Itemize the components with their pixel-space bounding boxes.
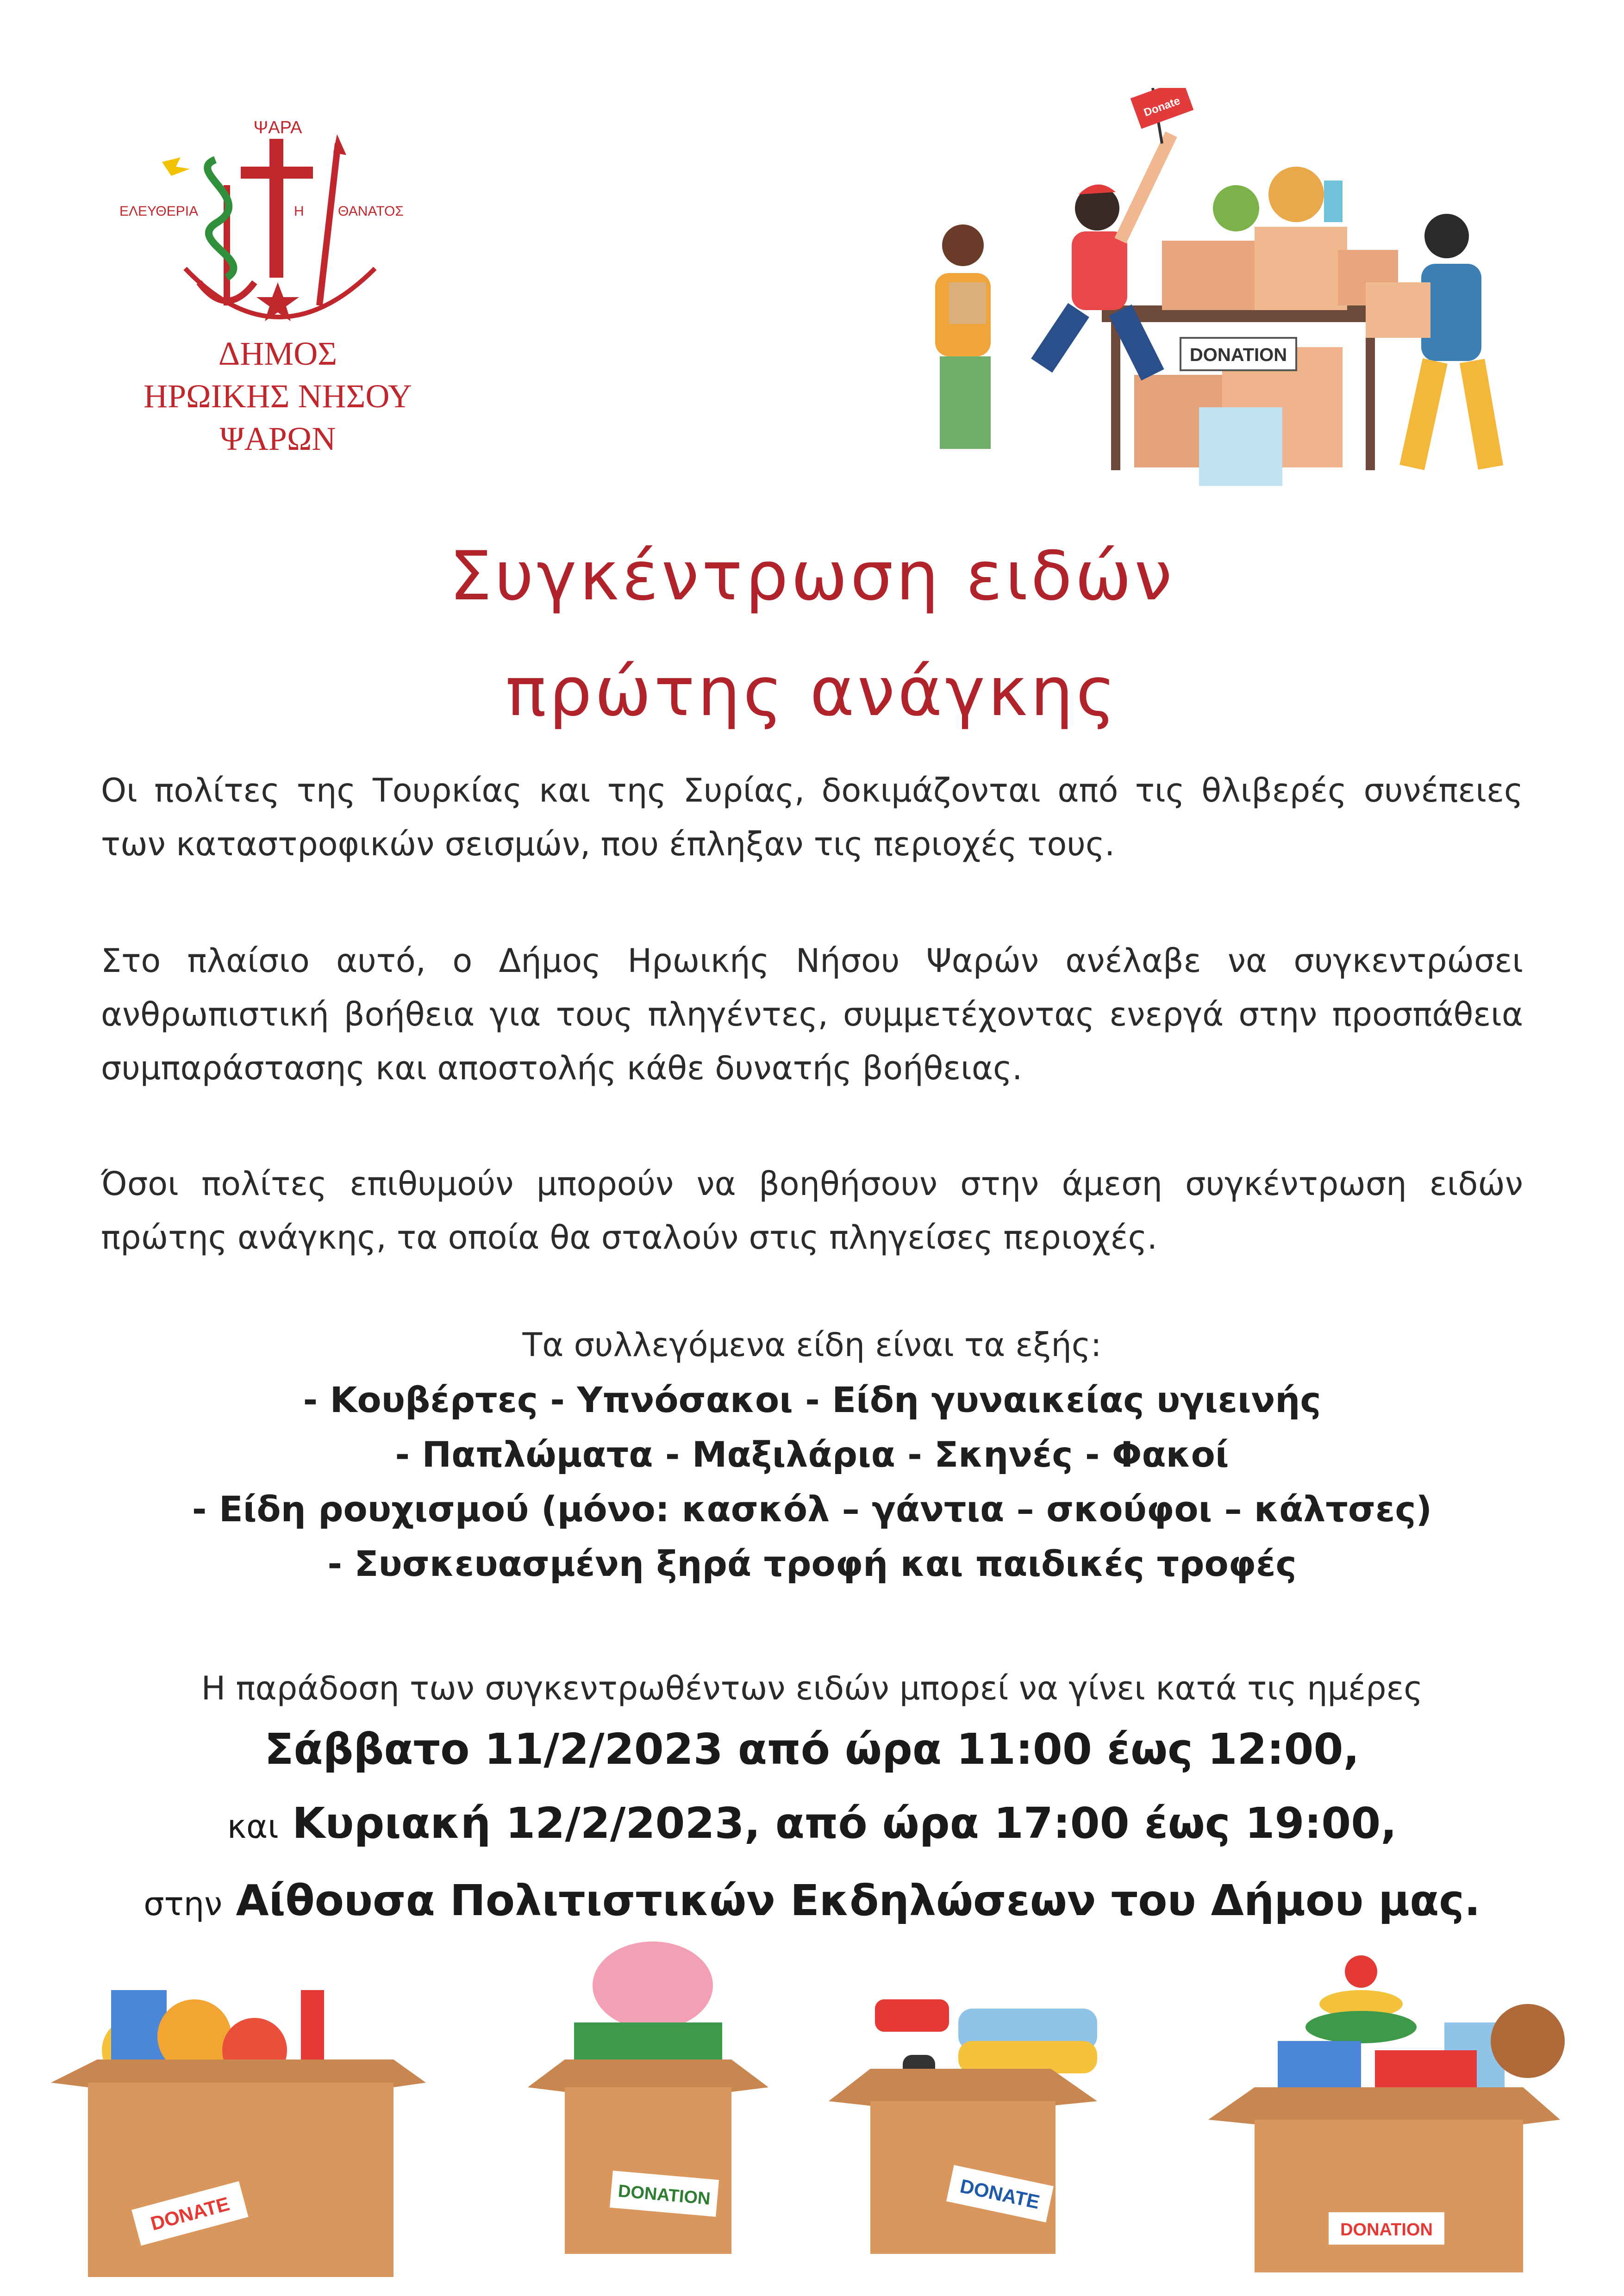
donation-box-toys	[1208, 1955, 1565, 2272]
schedule-sunday-line	[101, 1786, 1523, 1864]
context-paragraph: Στο πλαίσιο αυτό, ο Δήμος Ηρωικής Νήσου Ψαρών ανέλαβε να συγκεντρώσει ανθρωπιστική βοήθεια για τους πληγέντες, συμμετέχοντας ενεργά στην προσπάθεια συμπαράστασης και αποστολής κάθε δυνατής βοήθειας.	[101, 942, 1523, 1087]
logo-right-text: ΘΑΝΑΤΟΣ	[338, 204, 404, 219]
items-list	[101, 1373, 1523, 1591]
municipality-logo	[116, 106, 440, 477]
flag-donate-label: Donate	[1142, 94, 1182, 119]
intro-paragraph: Οι πολίτες της Τουρκίας και της Συρίας, δοκιμάζονται από τις θλιβερές συνέπειες των καταστροφικών σεισμών, που έπληξαν τις περιοχές τους.	[101, 772, 1523, 863]
donation-box-groceries	[51, 1990, 426, 2277]
schedule-venue: Αίθουσα Πολιτιστικών Εκδηλώσεων του Δήμου μας.	[236, 1876, 1480, 1925]
box-label: DONATION	[1340, 2220, 1433, 2240]
municipality-name-line: ΗΡΩΙΚΗΣ ΝΗΣΟΥ	[144, 378, 412, 415]
delivery-schedule	[101, 1712, 1523, 1941]
items-intro: Τα συλλεγόμενα είδη είναι τα εξής:	[522, 1326, 1102, 1364]
municipality-name	[116, 332, 440, 460]
municipality-name-line: ΔΗΜΟΣ	[218, 335, 337, 372]
donation-box-clothes	[829, 1999, 1097, 2254]
schedule-conjunction: και	[227, 1808, 279, 1846]
page-title	[139, 518, 1485, 750]
box-label: DONATION	[617, 2181, 712, 2209]
schedule-venue-prefix: στην	[144, 1885, 223, 1923]
box-label: DONATE	[958, 2175, 1042, 2213]
box-label: DONATE	[148, 2192, 232, 2235]
call-to-action-paragraph: Όσοι πολίτες επιθυμούν μπορούν να βοηθήσουν στην άμεση συγκέντρωση ειδών πρώτης ανάγκης, τα οποία θα σταλούν στις πληγείσες περιοχές.	[101, 1165, 1523, 1257]
donation-boxes-illustration	[42, 1935, 1583, 2286]
donation-box-money	[528, 1941, 768, 2254]
table-donation-label: DONATION	[1189, 345, 1287, 365]
title-line: πρώτης ανάγκης	[505, 653, 1119, 731]
donation-volunteers-illustration	[903, 88, 1528, 504]
logo-left-text: ΕΛΕΥΘΕΡΙΑ	[119, 204, 199, 219]
schedule-sunday: Κυριακή 12/2/2023, από ώρα 17:00 έως 19:00,	[292, 1798, 1397, 1848]
title-line: Συγκέντρωση ειδών	[449, 537, 1175, 616]
schedule-venue-line	[101, 1864, 1523, 1941]
municipality-name-line: ΨΑΡΩΝ	[219, 420, 336, 457]
list-item: - Παπλώματα - Μαξιλάρια - Σκηνές - Φακοί	[395, 1434, 1229, 1475]
schedule-saturday: Σάββατο 11/2/2023 από ώρα 11:00 έως 12:00,	[264, 1724, 1360, 1774]
delivery-intro: Η παράδοση των συγκεντρωθέντων ειδών μπορεί να γίνει κατά τις ημέρες	[201, 1669, 1423, 1707]
list-item: - Συσκευασμένη ξηρά τροφή και παιδικές τροφές	[327, 1543, 1297, 1584]
logo-middle-text: Η	[294, 204, 304, 219]
list-item: - Είδη ρουχισμού (μόνο: κασκόλ – γάντια – σκούφοι – κάλτσες)	[192, 1488, 1432, 1530]
list-item: - Κουβέρτες - Υπνόσακοι - Είδη γυναικείας υγιεινής	[303, 1379, 1321, 1420]
logo-top-text: ΨΑΡΑ	[253, 118, 302, 137]
